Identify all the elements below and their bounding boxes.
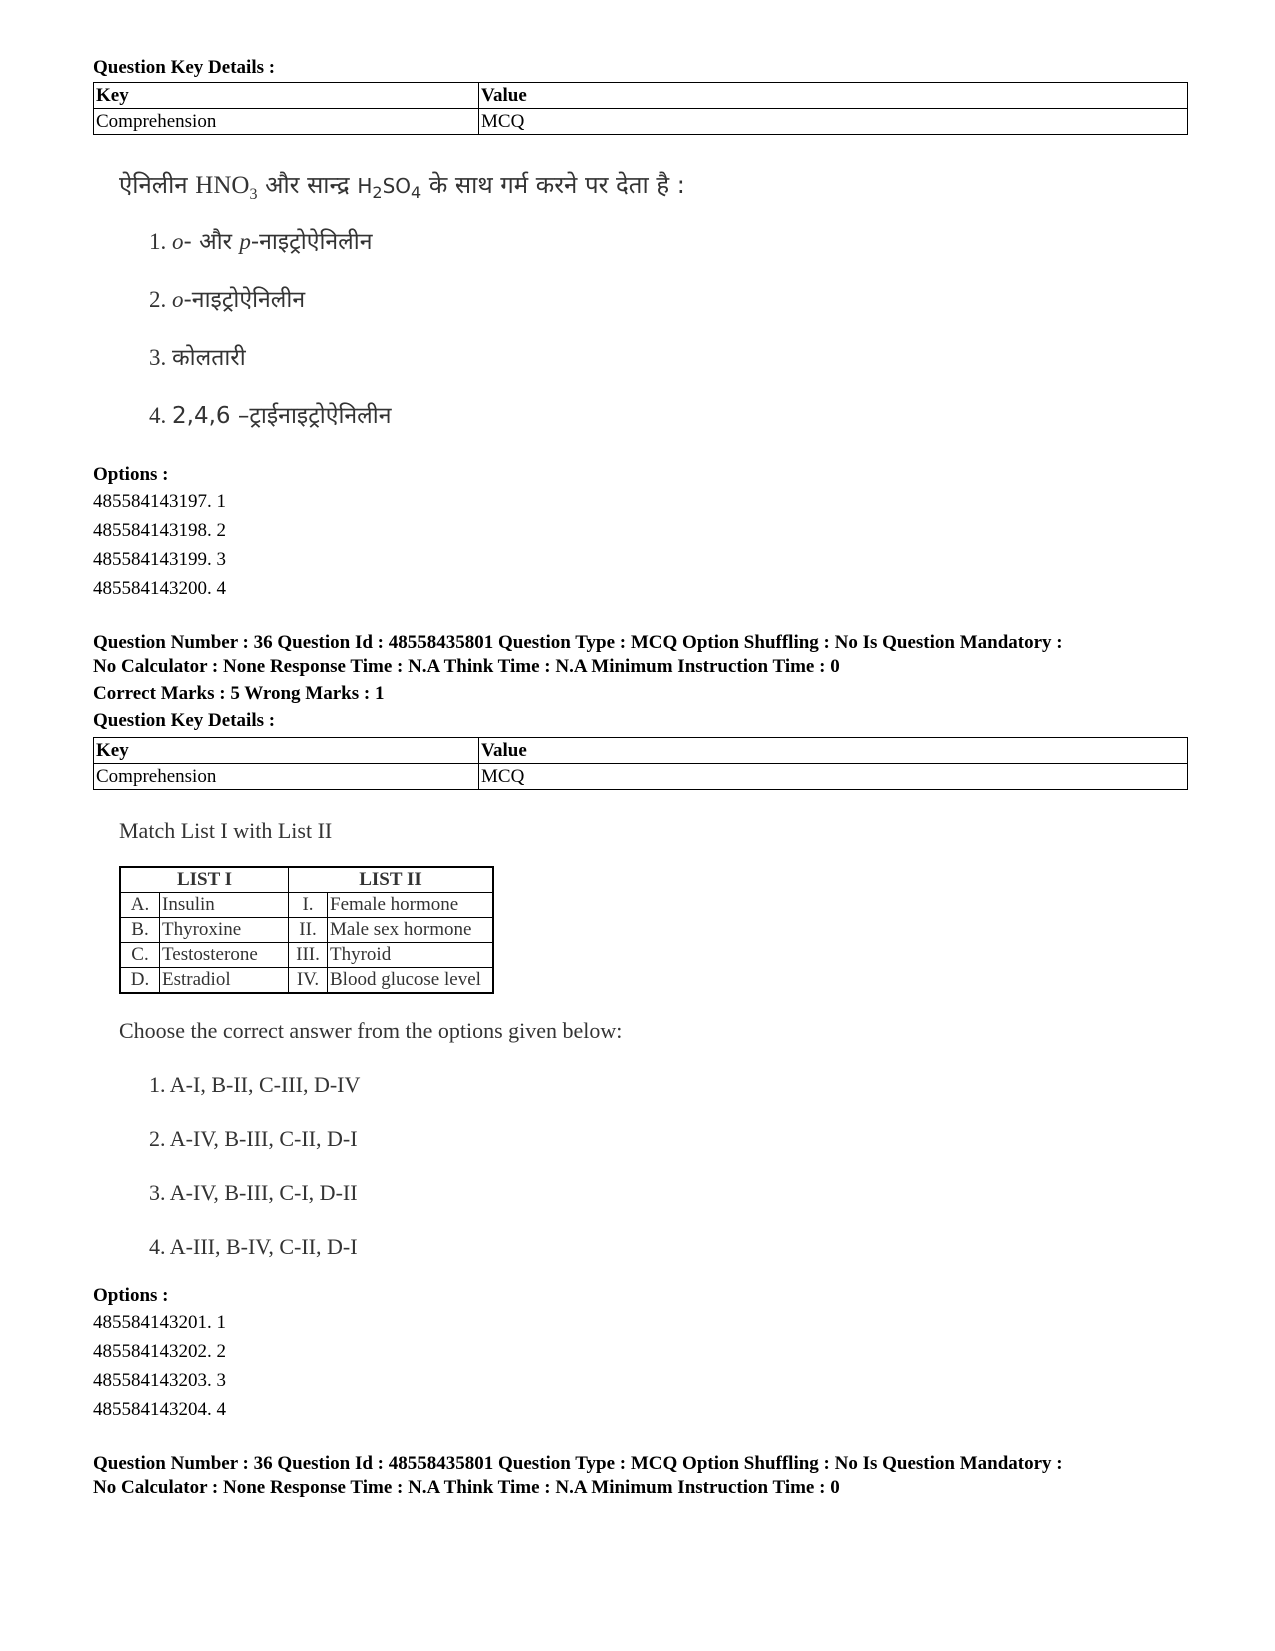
- choice-number: 1.: [149, 229, 167, 254]
- choice-italic: p: [239, 229, 251, 254]
- table-row: [94, 764, 1188, 790]
- choice-item: 3. A-IV, B-III, C-I, D-II: [149, 1180, 358, 1205]
- choice-text: -नाइट्रोऐनिलीन: [183, 287, 306, 313]
- choice-text: 2,4,6 –ट्राईनाइट्रोऐनिलीन: [172, 403, 392, 429]
- choice-item: 2. A-IV, B-III, C-II, D-I: [149, 1126, 358, 1151]
- question-header-line: Question Number : 36 Question Id : 48558435801 Question Type : MCQ Option Shuffling : No Is Question Mandatory :: [93, 1453, 1063, 1474]
- choice-list: [149, 213, 1188, 445]
- key-details-label: Question Key Details :: [93, 710, 276, 731]
- choice-text: - और: [183, 229, 240, 255]
- option-item: 485584143204. 4: [93, 1399, 226, 1420]
- table-row: [120, 918, 493, 943]
- list-2-header: LIST II: [289, 867, 494, 893]
- choice-item: 4. A-III, B-IV, C-II, D-I: [149, 1234, 358, 1259]
- list-1-letter: A.: [120, 893, 160, 918]
- option-item: 485584143203. 3: [93, 1370, 226, 1391]
- question-stem: [119, 165, 1188, 205]
- table-row: [120, 968, 493, 994]
- option-item: 485584143200. 4: [93, 578, 226, 599]
- chem-formula-h2so4: [357, 174, 422, 202]
- table-row: [94, 109, 1188, 135]
- choice-item: [149, 329, 1188, 387]
- list-1-item: Thyroxine: [160, 918, 289, 943]
- table-header-value: Value: [479, 738, 1188, 764]
- choice-italic: o: [172, 229, 184, 254]
- stem-text: और सान्द्र: [265, 171, 350, 199]
- chem-subscript: 3: [249, 186, 258, 203]
- table-cell-value: MCQ: [479, 109, 1188, 135]
- table-row: [94, 738, 1188, 764]
- question-header-line: No Calculator : None Response Time : N.A Think Time : N.A Minimum Instruction Time : 0: [93, 656, 840, 677]
- list-1-letter: D.: [120, 968, 160, 994]
- list-1-item: Estradiol: [160, 968, 289, 994]
- choice-item: [149, 213, 1188, 271]
- chem-subscript: 2: [372, 183, 383, 202]
- option-item: 485584143197. 1: [93, 491, 226, 512]
- table-header-key: Key: [94, 738, 479, 764]
- question-header: [93, 631, 1188, 679]
- option-item: 485584143198. 2: [93, 520, 226, 541]
- chem-subscript: 4: [411, 183, 422, 202]
- question-image: [119, 818, 1188, 1274]
- list-2-item: Blood glucose level: [328, 968, 494, 994]
- chem-text: HNO: [195, 172, 250, 199]
- key-details-table: [93, 737, 1188, 790]
- option-item: 485584143202. 2: [93, 1341, 226, 1362]
- question-header-line: Question Number : 36 Question Id : 48558435801 Question Type : MCQ Option Shuffling : No Is Question Mandatory :: [93, 632, 1063, 653]
- match-table: [119, 866, 494, 994]
- table-header-key: Key: [94, 83, 479, 109]
- choice-number: 3.: [149, 345, 167, 370]
- list-2-numeral: I.: [289, 893, 328, 918]
- list-2-numeral: II.: [289, 918, 328, 943]
- list-1-header: LIST I: [120, 867, 289, 893]
- list-1-item: Insulin: [160, 893, 289, 918]
- question-header-line: No Calculator : None Response Time : N.A Think Time : N.A Minimum Instruction Time : 0: [93, 1477, 840, 1498]
- question-header: [93, 1452, 1188, 1500]
- question-stem: Match List I with List II: [119, 818, 333, 843]
- list-2-numeral: IV.: [289, 968, 328, 994]
- table-row: [120, 943, 493, 968]
- choice-number: 4.: [149, 403, 167, 428]
- options-list: [93, 1308, 1188, 1424]
- choice-item: [149, 271, 1188, 329]
- option-item: 485584143199. 3: [93, 549, 226, 570]
- choice-italic: o: [172, 287, 184, 312]
- choice-item: [149, 387, 1188, 445]
- list-2-item: Male sex hormone: [328, 918, 494, 943]
- list-2-item: Female hormone: [328, 893, 494, 918]
- stem-text: के साथ गर्म करने पर देता है :: [428, 171, 685, 199]
- table-header-value: Value: [479, 83, 1188, 109]
- table-cell-key: Comprehension: [94, 764, 479, 790]
- match-table-header-row: [120, 867, 493, 893]
- options-label: Options :: [93, 464, 169, 485]
- table-row: [94, 83, 1188, 109]
- marks-line: Correct Marks : 5 Wrong Marks : 1: [93, 683, 385, 704]
- choice-text: कोलतारी: [172, 345, 246, 371]
- key-details-label: Question Key Details :: [93, 57, 276, 78]
- list-1-letter: B.: [120, 918, 160, 943]
- table-cell-value: MCQ: [479, 764, 1188, 790]
- choice-item: 1. A-I, B-II, C-III, D-IV: [149, 1072, 361, 1097]
- option-item: 485584143201. 1: [93, 1312, 226, 1333]
- list-2-item: Thyroid: [328, 943, 494, 968]
- choice-number: 2.: [149, 287, 167, 312]
- chem-formula-hno3: [195, 172, 258, 203]
- question-instruction: Choose the correct answer from the options given below:: [119, 1018, 623, 1043]
- chem-text: H: [357, 174, 373, 198]
- options-list: [93, 487, 1188, 603]
- stem-text: ऐनिलीन: [119, 171, 188, 199]
- table-row: [120, 893, 493, 918]
- choice-list: [149, 1058, 1188, 1274]
- choice-text: -नाइट्रोऐनिलीन: [250, 229, 373, 255]
- chem-text: SO: [382, 174, 411, 198]
- key-details-table: [93, 82, 1188, 135]
- question-image: [119, 165, 1188, 445]
- list-2-numeral: III.: [289, 943, 328, 968]
- document-page: [93, 56, 1188, 1500]
- table-cell-key: Comprehension: [94, 109, 479, 135]
- list-1-item: Testosterone: [160, 943, 289, 968]
- list-1-letter: C.: [120, 943, 160, 968]
- options-label: Options :: [93, 1285, 169, 1306]
